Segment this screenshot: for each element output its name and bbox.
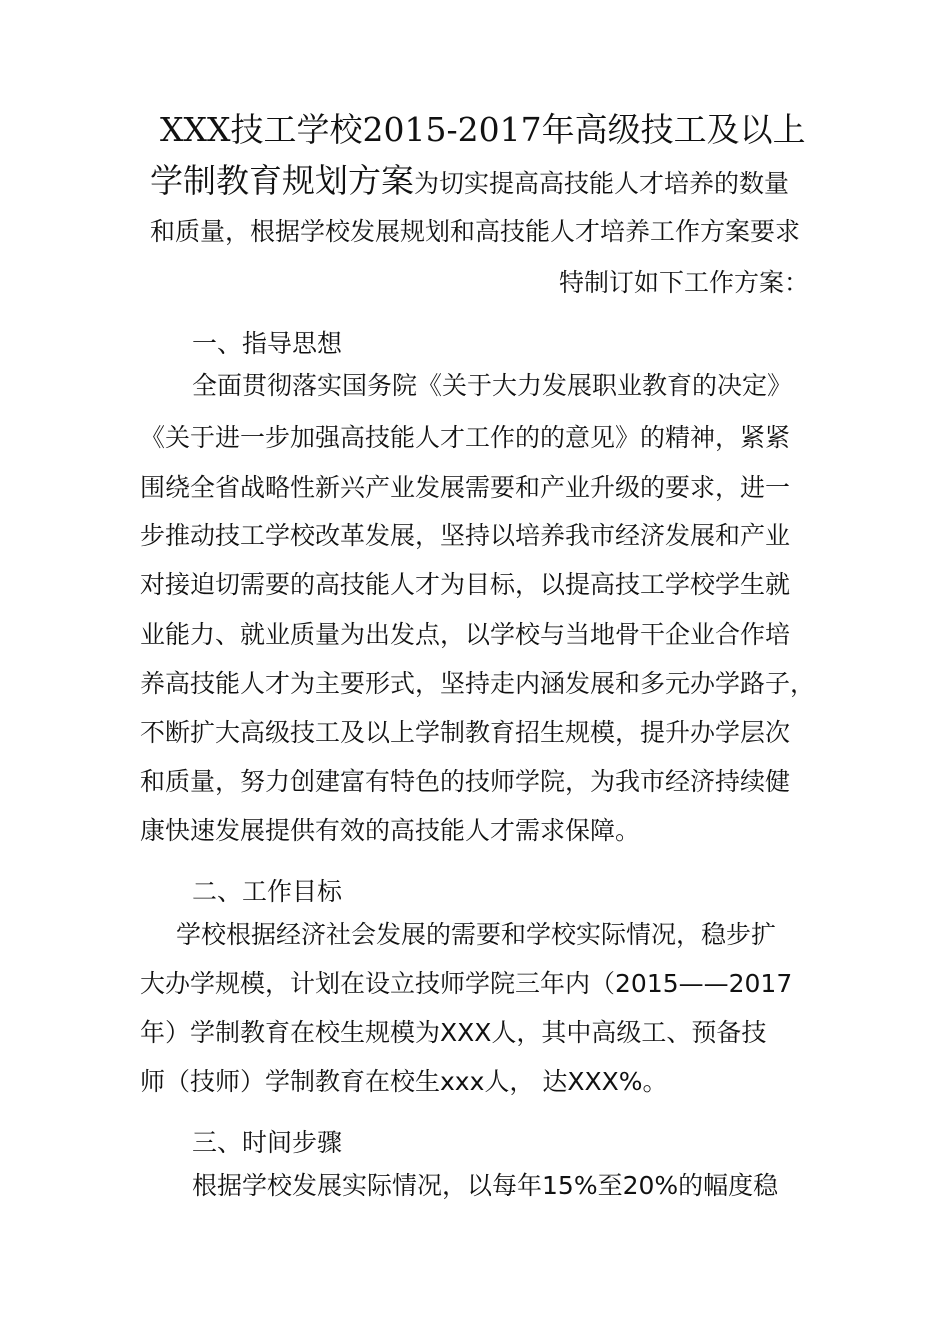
section3-paragraph-line: 根据学校发展实际情况，以每年15%至20%的幅度稳 [192, 1171, 779, 1200]
section1-paragraph-line: 《关于进一步加强高技能人才工作的的意见》的精神，紧紧 [140, 423, 791, 452]
section1-paragraph-line: 养高技能人才为主要形式，坚持走内涵发展和多元办学路子， [140, 669, 816, 698]
section2-paragraph-line: 年）学制教育在校生规模为XXX人，其中高级工、预备技 [140, 1018, 767, 1047]
section1-paragraph-line: 业能力、就业质量为出发点，以学校与当地骨干企业合作培 [140, 620, 791, 649]
section-heading-guiding-ideology: 一、指导思想 [192, 329, 343, 358]
section-heading-work-goals: 二、工作目标 [192, 877, 343, 906]
section1-paragraph-line: 和质量，努力创建富有特色的技师学院，为我市经济持续健 [140, 767, 791, 796]
intro-line-3: 特制订如下工作方案： [559, 268, 810, 297]
section1-paragraph-line: 步推动技工学校改革发展，坚持以培养我市经济发展和产业 [140, 521, 791, 550]
section1-paragraph-line: 围绕全省战略性新兴产业发展需要和产业升级的要求，进一 [140, 473, 791, 502]
document-title-line-1: XXX技工学校2015-2017年高级技工及以上 [160, 110, 806, 149]
section2-paragraph-line: 师（技师）学制教育在校生xxx人， 达XXX%。 [140, 1067, 668, 1096]
section1-paragraph-line: 对接迫切需要的高技能人才为目标，以提高技工学校学生就 [140, 570, 791, 599]
section2-paragraph-line: 学校根据经济社会发展的需要和学校实际情况，稳步扩 [176, 920, 777, 949]
section-heading-time-steps: 三、时间步骤 [192, 1128, 343, 1157]
section1-paragraph-line: 全面贯彻落实国务院《关于大力发展职业教育的决定》 [192, 371, 793, 400]
section1-paragraph-line: 康快速发展提供有效的高技能人才需求保障。 [140, 816, 641, 845]
document-title-line-2 [150, 159, 789, 206]
section2-paragraph-line: 大办学规模，计划在设立技师学院三年内（2015——2017 [140, 969, 793, 998]
document-title-line-2-text: 学制教育规划方案 [150, 161, 414, 200]
intro-line-1: 为切实提高高技能人才培养的数量 [414, 169, 790, 198]
section1-paragraph-line: 不断扩大高级技工及以上学制教育招生规模，提升办学层次 [140, 718, 791, 747]
intro-line-2: 和质量，根据学校发展规划和高技能人才培养工作方案要求 [150, 217, 801, 246]
